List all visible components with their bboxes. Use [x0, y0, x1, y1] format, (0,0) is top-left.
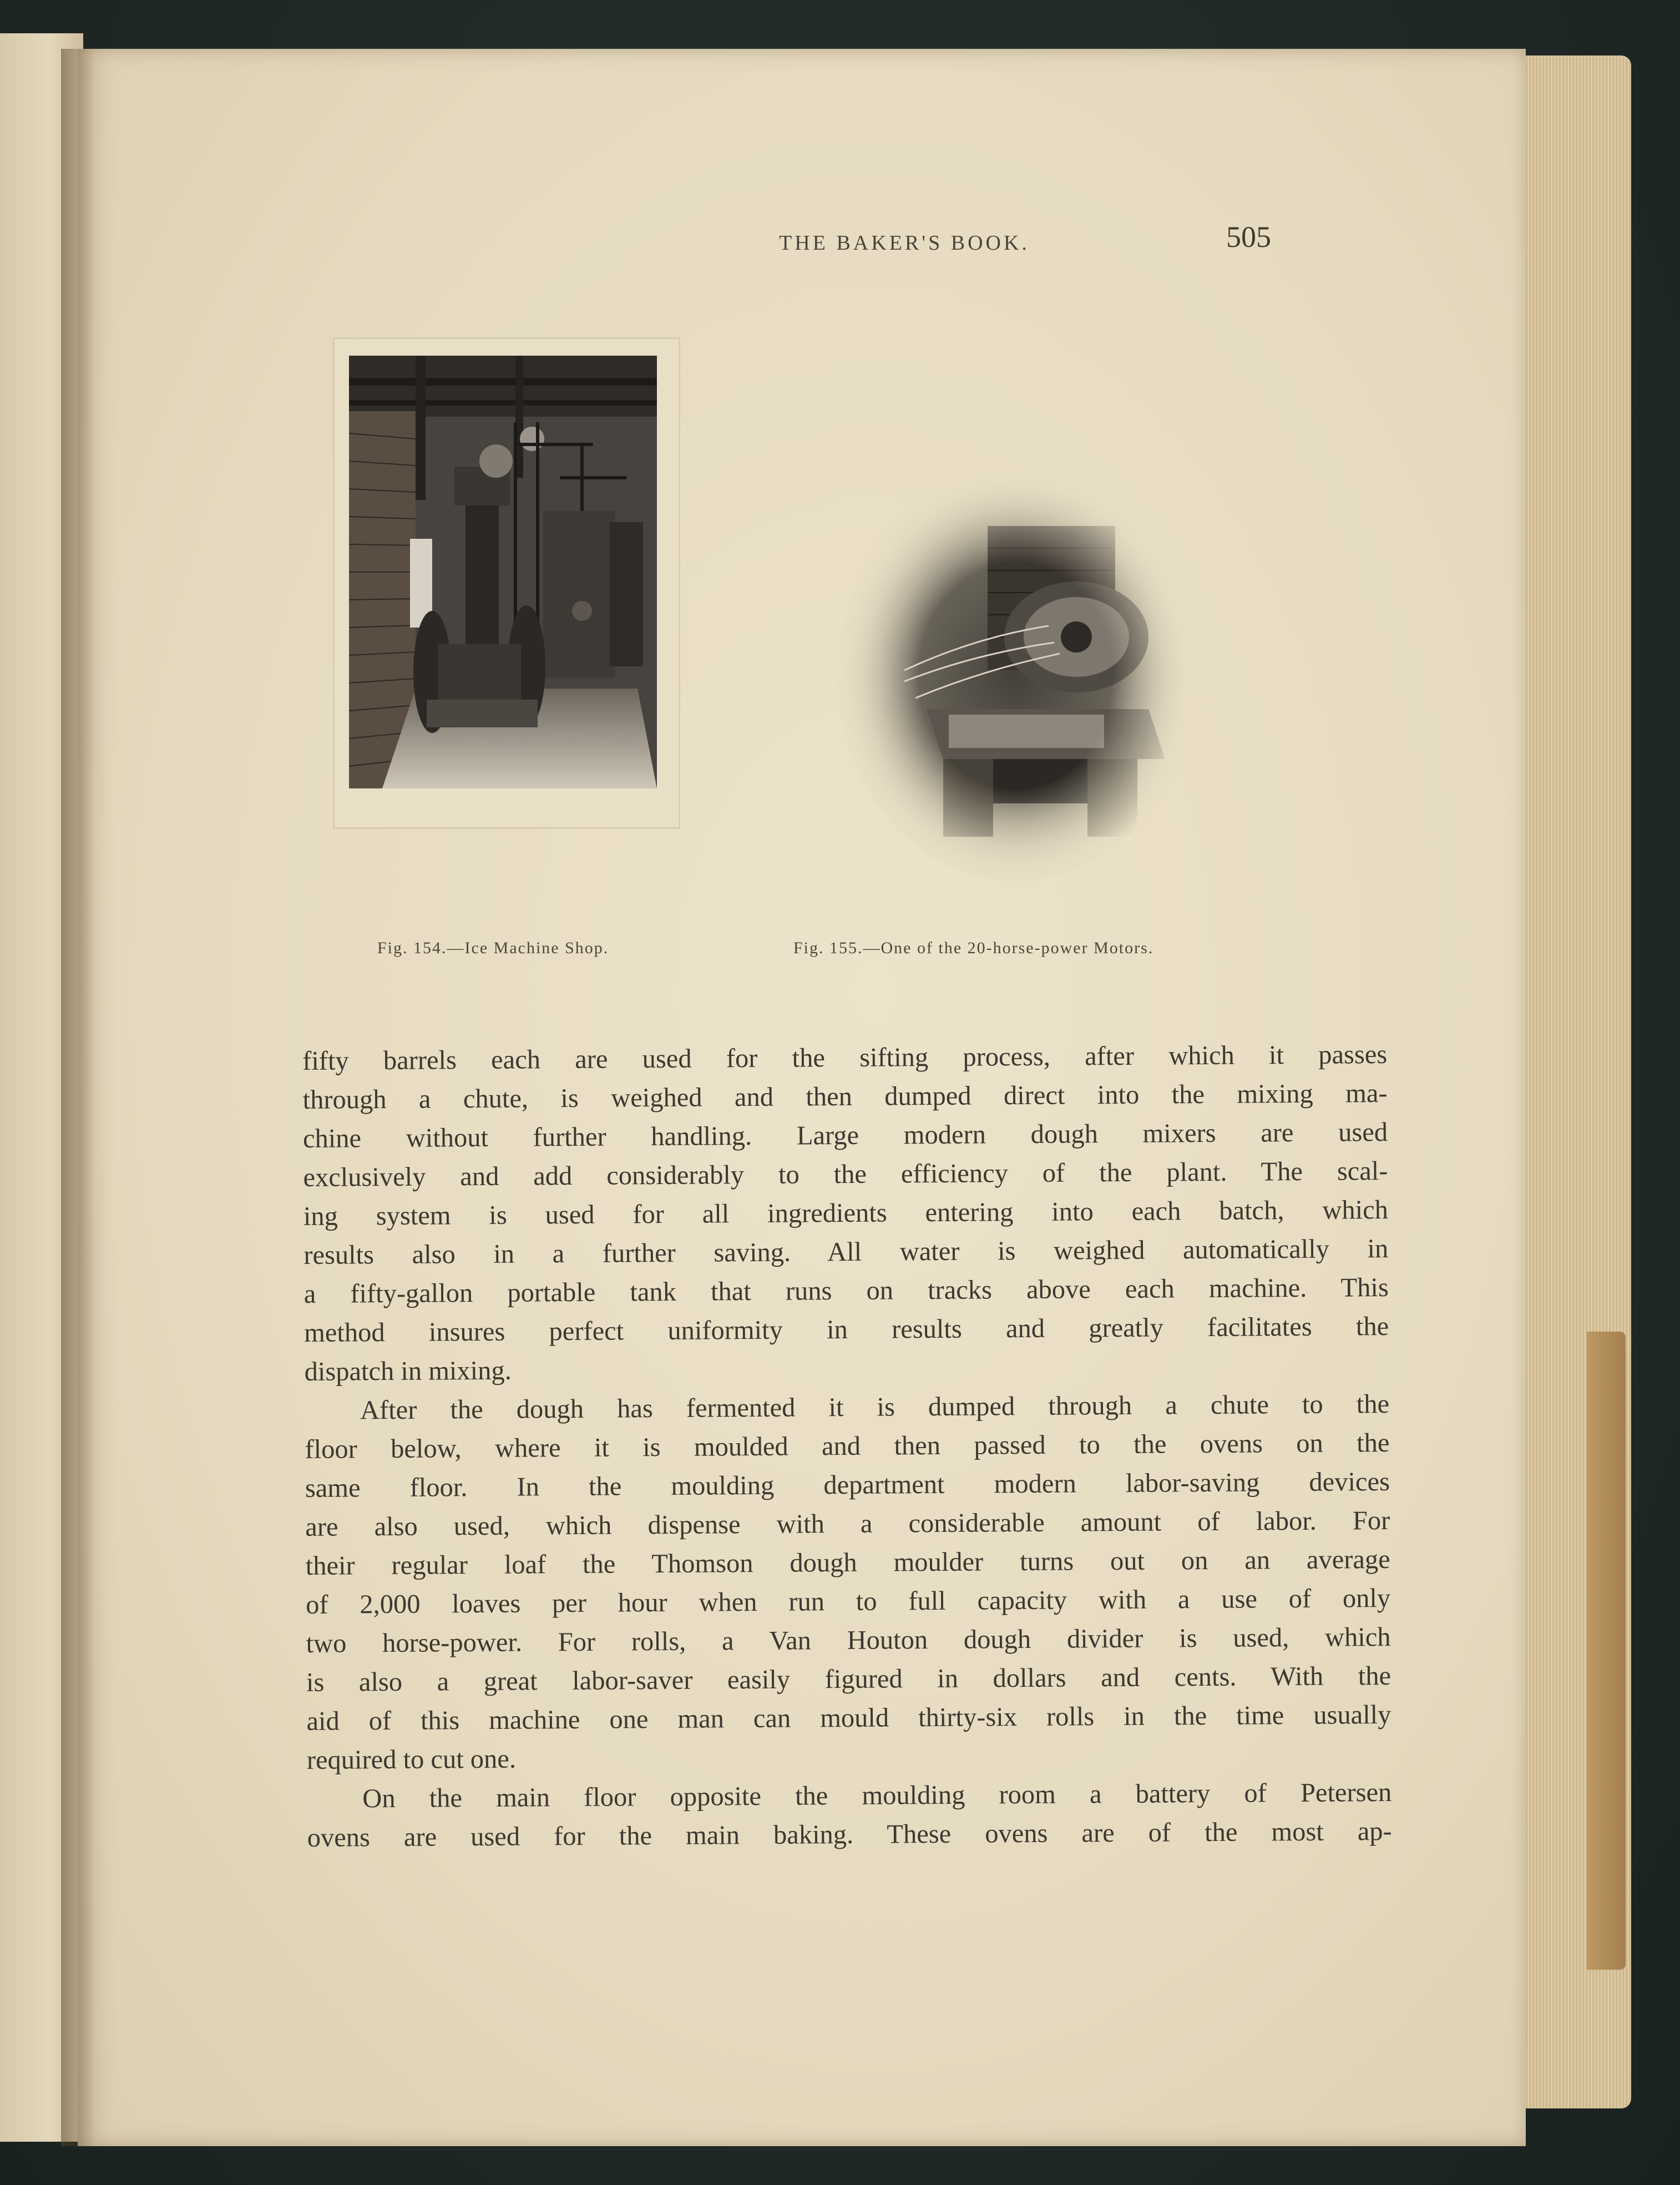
- text-line: ing system is used for all ingredients entering into each batch, which: [303, 1195, 1389, 1231]
- figure-155-caption: Fig. 155.—One of the 20-horse-power Motors.: [793, 939, 1154, 957]
- page-number: 505: [1226, 220, 1271, 254]
- text-line: After the dough has fermented it is dumped through a chute to the: [360, 1389, 1390, 1425]
- figure-155-photo: [838, 471, 1193, 881]
- text-line: fifty barrels each are used for the sifting process, after which it passes: [302, 1040, 1388, 1076]
- paragraph: [307, 1773, 1392, 1858]
- paragraph: [305, 1385, 1391, 1780]
- text-line: through a chute, is weighed and then dumped direct into the mixing ma-: [302, 1079, 1388, 1115]
- text-line: exclusively and add considerably to the efficiency of the plant. The scal-: [303, 1156, 1388, 1192]
- text-line: results also in a further saving. All water is weighed automatically in: [303, 1234, 1389, 1270]
- text-line: of 2,000 loaves per hour when run to full capacity with a use of only: [306, 1584, 1391, 1620]
- figure-154-photo: [349, 356, 657, 788]
- body-text: [302, 1035, 1392, 1858]
- text-line: their regular loaf the Thomson dough moulder turns out on an average: [305, 1545, 1390, 1581]
- text-line: dispatch in mixing.: [304, 1355, 512, 1387]
- running-head: THE BAKER'S BOOK.: [779, 231, 1030, 255]
- text-line: ovens are used for the main baking. These ovens are of the most ap-: [307, 1817, 1392, 1853]
- text-line: floor below, where it is moulded and then passed to the ovens on the: [305, 1428, 1390, 1464]
- figure-154-caption: Fig. 154.—Ice Machine Shop.: [377, 939, 609, 957]
- text-line: On the main floor opposite the moulding room a battery of Petersen: [362, 1778, 1392, 1814]
- figure-154-mount: [333, 337, 680, 829]
- text-line: same floor. In the moulding department modern labor-saving devices: [305, 1467, 1390, 1503]
- page-block-tint: [1587, 1332, 1626, 1970]
- text-line: chine without further handling. Large modern dough mixers are used: [302, 1117, 1388, 1154]
- text-line: a fifty-gallon portable tank that runs on tracks above each machine. This: [303, 1273, 1389, 1309]
- ice-machine-illustration: [349, 356, 657, 788]
- text-line: are also used, which dispense with a considerable amount of labor. For: [305, 1506, 1390, 1542]
- paragraph: [302, 1035, 1389, 1392]
- text-line: is also a great labor-saver easily figured in dollars and cents. With the: [306, 1661, 1391, 1697]
- text-line: two horse-power. For rolls, a Van Houton dough divider is used, which: [306, 1622, 1391, 1658]
- motor-illustration: [838, 471, 1193, 881]
- text-line: aid of this machine one man can mould thirty-six rolls in the time usually: [306, 1700, 1391, 1736]
- book-page: [78, 49, 1526, 2146]
- text-line: required to cut one.: [306, 1744, 517, 1775]
- text-line: method insures perfect uniformity in results and greatly facilitates the: [304, 1312, 1389, 1348]
- gutter-shadow: [61, 49, 94, 2146]
